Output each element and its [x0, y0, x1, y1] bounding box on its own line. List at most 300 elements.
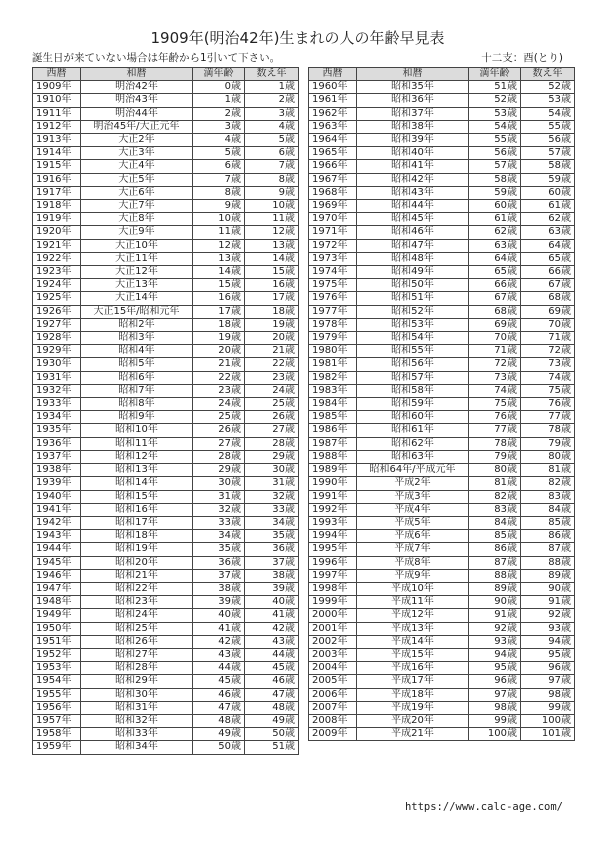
cell-western-year: 2000年	[309, 609, 357, 622]
cell-western-year: 1948年	[33, 596, 81, 609]
cell-full-age: 78歳	[469, 437, 521, 450]
cell-full-age: 24歳	[193, 398, 245, 411]
table-row	[309, 318, 575, 331]
cell-japanese-era: 平成21年	[357, 728, 469, 741]
cell-japanese-era: 昭和42年	[357, 173, 469, 186]
table-row	[309, 622, 575, 635]
cell-western-year: 1992年	[309, 503, 357, 516]
cell-kazoe-age: 25歳	[245, 398, 299, 411]
cell-kazoe-age: 5歳	[245, 134, 299, 147]
cell-kazoe-age: 14歳	[245, 252, 299, 265]
cell-japanese-era: 平成15年	[357, 648, 469, 661]
cell-kazoe-age: 85歳	[521, 516, 575, 529]
cell-western-year: 1923年	[33, 266, 81, 279]
cell-kazoe-age: 92歳	[521, 609, 575, 622]
cell-full-age: 9歳	[193, 200, 245, 213]
cell-kazoe-age: 32歳	[245, 490, 299, 503]
table-row	[309, 675, 575, 688]
cell-full-age: 0歳	[193, 81, 245, 94]
cell-japanese-era: 明治42年	[81, 81, 193, 94]
cell-western-year: 2007年	[309, 701, 357, 714]
table-row	[309, 688, 575, 701]
cell-japanese-era: 昭和40年	[357, 147, 469, 160]
table-row	[309, 424, 575, 437]
cell-kazoe-age: 78歳	[521, 424, 575, 437]
cell-kazoe-age: 84歳	[521, 503, 575, 516]
cell-full-age: 97歳	[469, 688, 521, 701]
cell-japanese-era: 大正2年	[81, 134, 193, 147]
cell-western-year: 2008年	[309, 714, 357, 727]
table-row	[33, 543, 299, 556]
cell-western-year: 1986年	[309, 424, 357, 437]
cell-full-age: 38歳	[193, 582, 245, 595]
table-row	[33, 279, 299, 292]
cell-full-age: 26歳	[193, 424, 245, 437]
table-row	[309, 728, 575, 741]
cell-full-age: 31歳	[193, 490, 245, 503]
cell-western-year: 1919年	[33, 213, 81, 226]
cell-japanese-era: 昭和9年	[81, 411, 193, 424]
cell-kazoe-age: 88歳	[521, 556, 575, 569]
cell-japanese-era: 昭和60年	[357, 411, 469, 424]
cell-kazoe-age: 96歳	[521, 662, 575, 675]
table-row	[309, 186, 575, 199]
cell-japanese-era: 昭和27年	[81, 648, 193, 661]
cell-full-age: 55歳	[469, 134, 521, 147]
cell-western-year: 1938年	[33, 464, 81, 477]
cell-western-year: 2001年	[309, 622, 357, 635]
cell-western-year: 1996年	[309, 556, 357, 569]
table-row	[33, 411, 299, 424]
cell-kazoe-age: 66歳	[521, 266, 575, 279]
cell-kazoe-age: 89歳	[521, 569, 575, 582]
cell-kazoe-age: 13歳	[245, 239, 299, 252]
table-row	[309, 437, 575, 450]
cell-japanese-era: 昭和20年	[81, 556, 193, 569]
cell-kazoe-age: 72歳	[521, 345, 575, 358]
cell-japanese-era: 平成5年	[357, 516, 469, 529]
cell-full-age: 11歳	[193, 226, 245, 239]
cell-japanese-era: 大正6年	[81, 186, 193, 199]
cell-kazoe-age: 63歳	[521, 226, 575, 239]
cell-western-year: 1960年	[309, 81, 357, 94]
cell-kazoe-age: 53歳	[521, 94, 575, 107]
table-row	[309, 107, 575, 120]
cell-full-age: 52歳	[469, 94, 521, 107]
cell-western-year: 1967年	[309, 173, 357, 186]
cell-full-age: 15歳	[193, 279, 245, 292]
cell-japanese-era: 昭和13年	[81, 464, 193, 477]
cell-japanese-era: 大正9年	[81, 226, 193, 239]
cell-western-year: 1970年	[309, 213, 357, 226]
cell-kazoe-age: 10歳	[245, 200, 299, 213]
cell-full-age: 73歳	[469, 371, 521, 384]
cell-kazoe-age: 27歳	[245, 424, 299, 437]
table-row	[33, 173, 299, 186]
cell-kazoe-age: 44歳	[245, 648, 299, 661]
cell-kazoe-age: 59歳	[521, 173, 575, 186]
cell-western-year: 1965年	[309, 147, 357, 160]
cell-full-age: 19歳	[193, 332, 245, 345]
table-row	[309, 609, 575, 622]
cell-kazoe-age: 71歳	[521, 332, 575, 345]
cell-western-year: 1932年	[33, 384, 81, 397]
cell-western-year: 2003年	[309, 648, 357, 661]
cell-full-age: 77歳	[469, 424, 521, 437]
cell-japanese-era: 昭和35年	[357, 81, 469, 94]
table-row	[33, 226, 299, 239]
cell-western-year: 1972年	[309, 239, 357, 252]
cell-full-age: 39歳	[193, 596, 245, 609]
cell-western-year: 1963年	[309, 120, 357, 133]
table-row	[309, 252, 575, 265]
cell-western-year: 1940年	[33, 490, 81, 503]
cell-japanese-era: 昭和34年	[81, 741, 193, 754]
cell-kazoe-age: 70歳	[521, 318, 575, 331]
cell-full-age: 21歳	[193, 358, 245, 371]
cell-full-age: 36歳	[193, 556, 245, 569]
cell-kazoe-age: 50歳	[245, 728, 299, 741]
cell-kazoe-age: 81歳	[521, 464, 575, 477]
cell-kazoe-age: 65歳	[521, 252, 575, 265]
cell-full-age: 79歳	[469, 450, 521, 463]
cell-japanese-era: 昭和16年	[81, 503, 193, 516]
cell-western-year: 1912年	[33, 120, 81, 133]
table-row	[33, 728, 299, 741]
cell-japanese-era: 平成13年	[357, 622, 469, 635]
cell-japanese-era: 昭和49年	[357, 266, 469, 279]
table-row	[33, 741, 299, 754]
header-kazoe-age: 数え年	[245, 68, 299, 81]
cell-japanese-era: 昭和26年	[81, 635, 193, 648]
cell-japanese-era: 大正10年	[81, 239, 193, 252]
cell-full-age: 10歳	[193, 213, 245, 226]
table-row	[33, 688, 299, 701]
cell-kazoe-age: 28歳	[245, 437, 299, 450]
cell-japanese-era: 昭和46年	[357, 226, 469, 239]
cell-kazoe-age: 55歳	[521, 120, 575, 133]
table-row	[309, 173, 575, 186]
cell-kazoe-age: 100歳	[521, 714, 575, 727]
table-row	[309, 530, 575, 543]
cell-japanese-era: 昭和50年	[357, 279, 469, 292]
cell-full-age: 65歳	[469, 266, 521, 279]
cell-western-year: 1961年	[309, 94, 357, 107]
cell-full-age: 44歳	[193, 662, 245, 675]
table-row	[33, 622, 299, 635]
cell-western-year: 1976年	[309, 292, 357, 305]
table-row	[33, 186, 299, 199]
table-row	[309, 358, 575, 371]
cell-western-year: 1946年	[33, 569, 81, 582]
cell-full-age: 89歳	[469, 582, 521, 595]
cell-japanese-era: 平成11年	[357, 596, 469, 609]
cell-kazoe-age: 64歳	[521, 239, 575, 252]
table-row	[33, 596, 299, 609]
table-row	[33, 120, 299, 133]
cell-western-year: 1984年	[309, 398, 357, 411]
table-row	[309, 635, 575, 648]
cell-western-year: 1909年	[33, 81, 81, 94]
cell-kazoe-age: 40歳	[245, 596, 299, 609]
cell-western-year: 1930年	[33, 358, 81, 371]
cell-western-year: 1921年	[33, 239, 81, 252]
cell-full-age: 43歳	[193, 648, 245, 661]
cell-japanese-era: 昭和33年	[81, 728, 193, 741]
cell-kazoe-age: 52歳	[521, 81, 575, 94]
cell-japanese-era: 大正11年	[81, 252, 193, 265]
table-row	[309, 543, 575, 556]
cell-japanese-era: 大正3年	[81, 147, 193, 160]
cell-kazoe-age: 45歳	[245, 662, 299, 675]
cell-full-age: 72歳	[469, 358, 521, 371]
table-row	[309, 516, 575, 529]
cell-full-age: 84歳	[469, 516, 521, 529]
cell-japanese-era: 平成8年	[357, 556, 469, 569]
cell-japanese-era: 昭和58年	[357, 384, 469, 397]
table-row	[33, 582, 299, 595]
cell-kazoe-age: 37歳	[245, 556, 299, 569]
cell-full-age: 59歳	[469, 186, 521, 199]
table-row	[33, 266, 299, 279]
table-row	[309, 569, 575, 582]
table-row	[33, 107, 299, 120]
table-row	[33, 675, 299, 688]
cell-japanese-era: 昭和29年	[81, 675, 193, 688]
cell-japanese-era: 平成7年	[357, 543, 469, 556]
cell-japanese-era: 明治43年	[81, 94, 193, 107]
cell-japanese-era: 昭和2年	[81, 318, 193, 331]
table-row	[309, 411, 575, 424]
header-western-year: 西暦	[33, 68, 81, 81]
cell-full-age: 34歳	[193, 530, 245, 543]
cell-full-age: 99歳	[469, 714, 521, 727]
cell-kazoe-age: 62歳	[521, 213, 575, 226]
cell-full-age: 18歳	[193, 318, 245, 331]
cell-kazoe-age: 48歳	[245, 701, 299, 714]
cell-japanese-era: 昭和3年	[81, 332, 193, 345]
cell-japanese-era: 昭和53年	[357, 318, 469, 331]
cell-western-year: 1925年	[33, 292, 81, 305]
cell-full-age: 6歳	[193, 160, 245, 173]
cell-western-year: 1955年	[33, 688, 81, 701]
cell-full-age: 13歳	[193, 252, 245, 265]
cell-western-year: 1911年	[33, 107, 81, 120]
cell-japanese-era: 昭和15年	[81, 490, 193, 503]
table-row	[33, 239, 299, 252]
cell-kazoe-age: 77歳	[521, 411, 575, 424]
table-row	[33, 490, 299, 503]
cell-kazoe-age: 58歳	[521, 160, 575, 173]
cell-kazoe-age: 101歳	[521, 728, 575, 741]
cell-full-age: 71歳	[469, 345, 521, 358]
cell-japanese-era: 昭和19年	[81, 543, 193, 556]
cell-western-year: 1979年	[309, 332, 357, 345]
table-row	[33, 147, 299, 160]
cell-japanese-era: 昭和39年	[357, 134, 469, 147]
cell-kazoe-age: 82歳	[521, 477, 575, 490]
cell-western-year: 1927年	[33, 318, 81, 331]
cell-full-age: 83歳	[469, 503, 521, 516]
cell-kazoe-age: 4歳	[245, 120, 299, 133]
cell-kazoe-age: 76歳	[521, 398, 575, 411]
cell-japanese-era: 明治44年	[81, 107, 193, 120]
cell-western-year: 1936年	[33, 437, 81, 450]
cell-japanese-era: 昭和17年	[81, 516, 193, 529]
cell-western-year: 1939年	[33, 477, 81, 490]
cell-full-age: 62歳	[469, 226, 521, 239]
page-title: 1909年(明治42年)生まれの人の年齢早見表	[150, 29, 445, 47]
cell-kazoe-age: 12歳	[245, 226, 299, 239]
cell-western-year: 2002年	[309, 635, 357, 648]
cell-kazoe-age: 73歳	[521, 358, 575, 371]
cell-kazoe-age: 6歳	[245, 147, 299, 160]
cell-western-year: 1971年	[309, 226, 357, 239]
table-row	[309, 213, 575, 226]
table-row	[309, 398, 575, 411]
cell-japanese-era: 平成6年	[357, 530, 469, 543]
cell-western-year: 1969年	[309, 200, 357, 213]
cell-western-year: 1956年	[33, 701, 81, 714]
cell-kazoe-age: 90歳	[521, 582, 575, 595]
table-row	[33, 516, 299, 529]
cell-kazoe-age: 30歳	[245, 464, 299, 477]
cell-japanese-era: 昭和62年	[357, 437, 469, 450]
cell-full-age: 67歳	[469, 292, 521, 305]
cell-japanese-era: 大正4年	[81, 160, 193, 173]
cell-kazoe-age: 97歳	[521, 675, 575, 688]
cell-full-age: 66歳	[469, 279, 521, 292]
table-row	[33, 81, 299, 94]
table-row	[33, 305, 299, 318]
cell-western-year: 1954年	[33, 675, 81, 688]
table-row	[309, 701, 575, 714]
cell-kazoe-age: 86歳	[521, 530, 575, 543]
cell-japanese-era: 昭和23年	[81, 596, 193, 609]
cell-kazoe-age: 94歳	[521, 635, 575, 648]
table-row	[309, 345, 575, 358]
cell-full-age: 51歳	[469, 81, 521, 94]
table-row	[33, 332, 299, 345]
cell-full-age: 48歳	[193, 714, 245, 727]
cell-kazoe-age: 21歳	[245, 345, 299, 358]
cell-full-age: 14歳	[193, 266, 245, 279]
cell-kazoe-age: 2歳	[245, 94, 299, 107]
cell-japanese-era: 昭和45年	[357, 213, 469, 226]
table-row	[309, 160, 575, 173]
cell-full-age: 29歳	[193, 464, 245, 477]
cell-western-year: 1978年	[309, 318, 357, 331]
cell-japanese-era: 昭和51年	[357, 292, 469, 305]
site-url[interactable]: https://www.calc-age.com/	[404, 801, 563, 813]
cell-western-year: 1980年	[309, 345, 357, 358]
cell-western-year: 1983年	[309, 384, 357, 397]
cell-western-year: 1947年	[33, 582, 81, 595]
cell-japanese-era: 昭和18年	[81, 530, 193, 543]
cell-japanese-era: 昭和24年	[81, 609, 193, 622]
table-row	[309, 81, 575, 94]
table-row	[33, 371, 299, 384]
cell-western-year: 1952年	[33, 648, 81, 661]
cell-full-age: 81歳	[469, 477, 521, 490]
cell-western-year: 1914年	[33, 147, 81, 160]
table-row	[309, 120, 575, 133]
cell-full-age: 2歳	[193, 107, 245, 120]
cell-western-year: 1997年	[309, 569, 357, 582]
cell-full-age: 74歳	[469, 384, 521, 397]
cell-kazoe-age: 18歳	[245, 305, 299, 318]
cell-kazoe-age: 67歳	[521, 279, 575, 292]
cell-full-age: 12歳	[193, 239, 245, 252]
cell-western-year: 1995年	[309, 543, 357, 556]
cell-full-age: 35歳	[193, 543, 245, 556]
cell-japanese-era: 昭和28年	[81, 662, 193, 675]
table-row	[309, 134, 575, 147]
cell-full-age: 68歳	[469, 305, 521, 318]
cell-japanese-era: 平成10年	[357, 582, 469, 595]
table-row	[33, 292, 299, 305]
cell-kazoe-age: 41歳	[245, 609, 299, 622]
cell-full-age: 80歳	[469, 464, 521, 477]
table-row	[309, 714, 575, 727]
cell-full-age: 32歳	[193, 503, 245, 516]
cell-full-age: 88歳	[469, 569, 521, 582]
table-row	[33, 384, 299, 397]
cell-japanese-era: 昭和64年/平成元年	[357, 464, 469, 477]
table-row	[33, 252, 299, 265]
table-row	[33, 318, 299, 331]
cell-japanese-era: 平成14年	[357, 635, 469, 648]
table-row	[33, 477, 299, 490]
cell-japanese-era: 昭和14年	[81, 477, 193, 490]
cell-kazoe-age: 39歳	[245, 582, 299, 595]
cell-full-age: 58歳	[469, 173, 521, 186]
cell-japanese-era: 昭和56年	[357, 358, 469, 371]
cell-western-year: 1974年	[309, 266, 357, 279]
table-row	[33, 648, 299, 661]
cell-kazoe-age: 54歳	[521, 107, 575, 120]
table-row	[33, 94, 299, 107]
cell-western-year: 1957年	[33, 714, 81, 727]
cell-full-age: 64歳	[469, 252, 521, 265]
cell-japanese-era: 昭和59年	[357, 398, 469, 411]
cell-japanese-era: 平成16年	[357, 662, 469, 675]
cell-japanese-era: 昭和12年	[81, 450, 193, 463]
cell-western-year: 1982年	[309, 371, 357, 384]
cell-western-year: 1990年	[309, 477, 357, 490]
cell-western-year: 1924年	[33, 279, 81, 292]
cell-japanese-era: 昭和10年	[81, 424, 193, 437]
cell-kazoe-age: 87歳	[521, 543, 575, 556]
cell-kazoe-age: 26歳	[245, 411, 299, 424]
cell-western-year: 1981年	[309, 358, 357, 371]
table-row	[309, 477, 575, 490]
cell-full-age: 17歳	[193, 305, 245, 318]
table-row	[33, 609, 299, 622]
table-row	[33, 464, 299, 477]
cell-japanese-era: 平成4年	[357, 503, 469, 516]
table-row	[309, 279, 575, 292]
cell-japanese-era: 大正14年	[81, 292, 193, 305]
table-row	[33, 345, 299, 358]
age-table-right	[308, 67, 575, 741]
cell-full-age: 91歳	[469, 609, 521, 622]
cell-japanese-era: 昭和21年	[81, 569, 193, 582]
table-row	[309, 94, 575, 107]
table-row	[33, 701, 299, 714]
cell-full-age: 60歳	[469, 200, 521, 213]
cell-kazoe-age: 51歳	[245, 741, 299, 754]
